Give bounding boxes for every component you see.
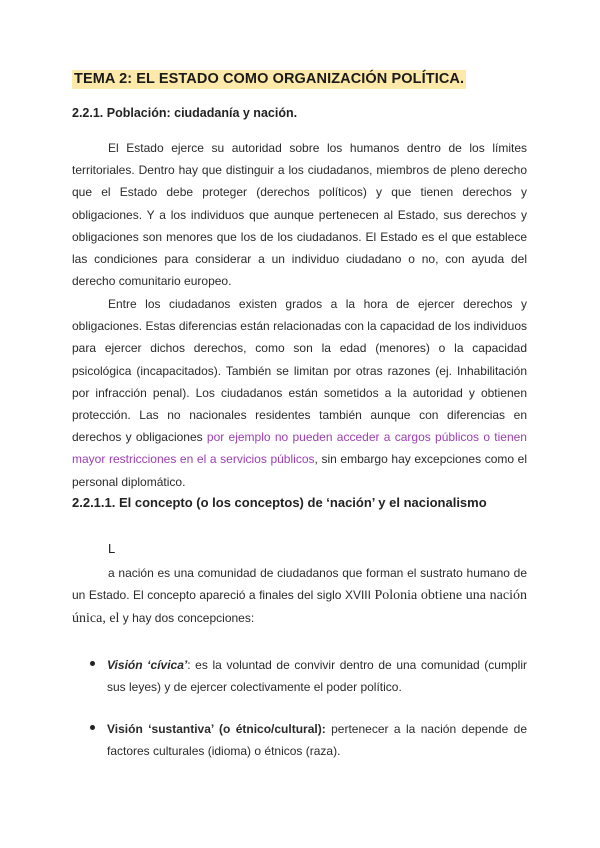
paragraph-1	[72, 137, 527, 292]
highlighted-text: por ejemplo no pueden acceder a cargos públicos o tienen mayor restricciones en el a servicios públicos	[72, 430, 527, 467]
list-item-body: pertenecer a la nación depende de factores culturales (idioma) o étnicos (raza).	[107, 722, 527, 759]
list-item-body: : es la voluntad de convivir dentro de una comunidad (cumplir sus leyes) y de ejercer colectivamente el poder político.	[107, 658, 527, 695]
paragraph-2	[72, 293, 527, 493]
paragraph-2-text: Entre los ciudadanos existen grados a la hora de ejercer derechos y obligaciones. Estas diferencias están relacionadas con la capacidad de los individuos para ejercer dichos derechos, como son la edad (menores) o la capacidad psicológica (incapacitados). También se limitan por otras razones (ej. Inhabilitación por infracción penal). Los ciudadanos están sometidos a la autoridad y obtienen protección. Las no nacionales residentes también aunque con diferencias en derechos y obligaciones	[72, 297, 527, 445]
list-item-lead: Visión ‘cívica’	[107, 658, 188, 672]
paragraph-1-text: El Estado ejerce su autoridad sobre los humanos dentro de los límites territoriales. Dentro hay que distinguir a los ciudadanos, miembros de pleno derecho que el Estado debe proteger (derechos políticos) y que tienen derechos y obligaciones. Y a los individuos que aunque pertenecen al Estado, sus derechos y obligaciones son menores que los de los ciudadanos. El Estado es el que establece las condiciones para considerar a un individuo ciudadano o no, con ayuda del derecho comunitario europeo.	[72, 141, 527, 289]
paragraph-3-serif-text: Polonia obtiene una nación única, el	[72, 588, 527, 627]
paragraph-3-text: a nación es una comunidad de ciudadanos que forman el sustrato humano de un Estado. El concepto apareció a finales del siglo XVIII	[72, 566, 527, 603]
paragraph-3-end: y hay dos concepciones:	[119, 611, 255, 626]
section-heading: 2.2.1. Población: ciudadanía y nación.	[72, 106, 298, 120]
paragraph-2-end: , sin embargo hay excepciones como el personal diplomático.	[72, 452, 528, 489]
page-title: TEMA 2: EL ESTADO COMO ORGANIZACIÓN POLÍTICA.	[74, 71, 465, 87]
list-item-text	[107, 718, 527, 762]
list-item	[86, 718, 527, 762]
subsection-heading: 2.2.1.1. El concepto (o los conceptos) de ‘nación’ y el nacionalismo	[72, 495, 487, 510]
list-item	[86, 654, 527, 698]
list-item-lead: Visión ‘sustantiva’ (o étnico/cultural):	[107, 722, 326, 736]
bullet-icon	[90, 725, 95, 730]
bullet-icon	[90, 661, 95, 666]
list-item-text	[107, 654, 527, 698]
drop-cap-letter: L	[108, 541, 116, 556]
paragraph-3	[72, 562, 527, 631]
